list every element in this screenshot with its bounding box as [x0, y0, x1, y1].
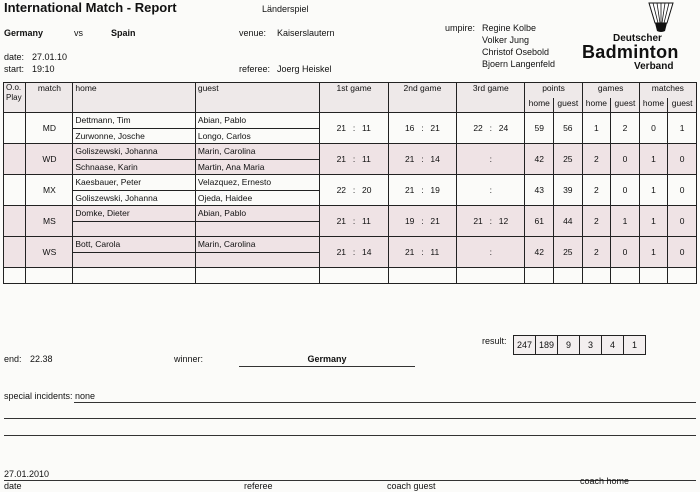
games-guest: 0	[611, 175, 640, 206]
match-type: WS	[26, 237, 73, 268]
matches-home: 0	[639, 113, 668, 144]
empty-cell	[73, 268, 195, 284]
empty-cell	[554, 268, 583, 284]
guest-player: Velazquez, Ernesto	[195, 175, 320, 191]
score-home: 21	[404, 185, 415, 195]
home-player: Kaesbauer, Peter	[73, 175, 195, 191]
game-score-g2	[388, 237, 456, 268]
game-score-g2	[388, 175, 456, 206]
home-player: Goliszewski, Johanna	[73, 190, 195, 206]
start-value: 19:10	[32, 64, 55, 74]
umpire-3: Christof Osebold	[482, 47, 550, 57]
header-match: match	[26, 83, 73, 113]
score-separator: :	[352, 216, 356, 226]
table-row	[4, 175, 697, 191]
game-score-g3	[457, 113, 525, 144]
end-value: 22.38	[30, 354, 53, 364]
header-matches-guest: guest	[668, 98, 697, 113]
games-guest: 2	[611, 113, 640, 144]
game-score-g3	[457, 144, 525, 175]
score-home: 21	[404, 154, 415, 164]
date-value: 27.01.10	[32, 52, 68, 62]
points-guest: 39	[554, 175, 583, 206]
guest-player: Abian, Pablo	[195, 206, 320, 222]
points-guest: 44	[554, 206, 583, 237]
umpire-2: Volker Jung	[482, 35, 530, 45]
points-home: 42	[525, 237, 554, 268]
empty-cell	[388, 268, 456, 284]
match-type: MD	[26, 113, 73, 144]
game-score-g3	[457, 175, 525, 206]
guest-player: Longo, Carlos	[195, 128, 320, 144]
result-games-home: 9	[558, 336, 580, 355]
game-score-g1	[320, 113, 388, 144]
match-type: WD	[26, 144, 73, 175]
matches-guest: 0	[668, 144, 697, 175]
score-guest: 24	[498, 123, 509, 133]
game-score-g1	[320, 206, 388, 237]
game-score-g2	[388, 206, 456, 237]
score-separator: :	[489, 216, 492, 226]
guest-player: Abian, Pablo	[195, 113, 320, 129]
points-guest: 25	[554, 237, 583, 268]
score-home: 16	[404, 123, 415, 133]
oo-play-cell	[4, 144, 26, 175]
incident-line-2	[4, 418, 696, 419]
game-score-g1	[320, 144, 388, 175]
game-score-g2	[388, 144, 456, 175]
score-home: 21	[336, 154, 347, 164]
score-separator: :	[352, 123, 356, 133]
score-guest: 11	[362, 154, 371, 164]
game-score-g3	[457, 206, 525, 237]
special-incidents-value: none	[75, 391, 96, 401]
empty-cell	[320, 268, 388, 284]
score-separator: :	[489, 154, 492, 164]
match-type: MX	[26, 175, 73, 206]
match-table	[3, 82, 697, 284]
home-player: Dettmann, Tim	[73, 113, 195, 129]
score-guest: 20	[362, 185, 372, 195]
points-guest: 56	[554, 113, 583, 144]
table-row	[4, 144, 697, 160]
games-home: 2	[582, 175, 611, 206]
games-home: 2	[582, 237, 611, 268]
empty-cell	[639, 268, 668, 284]
logo-line-3: Verband	[634, 61, 674, 72]
incident-line-1	[74, 402, 696, 403]
header-matches-home: home	[639, 98, 668, 113]
start-label: start:	[4, 64, 25, 74]
result-points-home: 247	[514, 336, 536, 355]
points-home: 59	[525, 113, 554, 144]
table-row	[4, 206, 697, 222]
score-separator: :	[489, 123, 492, 133]
vs-label: vs	[74, 28, 83, 38]
score-separator: :	[352, 247, 356, 257]
score-guest: 14	[362, 247, 372, 257]
score-guest: 11	[362, 123, 371, 133]
score-guest: 21	[430, 123, 440, 133]
game-score-g1	[320, 237, 388, 268]
score-home: 21	[336, 123, 347, 133]
result-label: result:	[482, 336, 507, 346]
games-home: 2	[582, 206, 611, 237]
score-separator: :	[489, 185, 492, 195]
sign-label-date: date	[4, 481, 22, 491]
score-home: 22	[336, 185, 347, 195]
guest-player: Marin, Carolina	[195, 144, 320, 160]
special-incidents-label: special incidents:	[4, 391, 73, 401]
signature-date: 27.01.2010	[4, 469, 50, 479]
match-type: MS	[26, 206, 73, 237]
home-player: Bott, Carola	[73, 237, 195, 253]
empty-cell	[457, 268, 525, 284]
games-guest: 0	[611, 144, 640, 175]
games-home: 2	[582, 144, 611, 175]
score-separator: :	[421, 247, 424, 257]
matches-guest: 0	[668, 206, 697, 237]
result-matches-home: 4	[602, 336, 624, 355]
table-row	[4, 113, 697, 129]
matches-guest: 0	[668, 175, 697, 206]
report-title: International Match - Report	[4, 0, 177, 15]
result-games-guest: 3	[580, 336, 602, 355]
score-separator: :	[421, 154, 424, 164]
matches-home: 1	[639, 237, 668, 268]
matches-guest: 1	[668, 113, 697, 144]
empty-cell	[611, 268, 640, 284]
score-separator: :	[421, 185, 424, 195]
score-home: 21	[473, 216, 483, 226]
header-games-home: home	[582, 98, 611, 113]
game-score-g3	[457, 237, 525, 268]
score-guest: 11	[362, 216, 371, 226]
score-separator: :	[489, 247, 492, 257]
header-game-2: 2nd game	[388, 83, 456, 113]
score-home: 19	[404, 216, 415, 226]
header-points: points	[525, 83, 582, 98]
winner-line	[239, 366, 415, 367]
sign-label-coach-guest: coach guest	[387, 481, 436, 491]
score-separator: :	[421, 216, 424, 226]
score-home: 21	[336, 216, 347, 226]
winner-value: Germany	[307, 354, 347, 364]
score-separator: :	[421, 123, 424, 133]
score-home: 22	[473, 123, 483, 133]
games-guest: 1	[611, 206, 640, 237]
sign-label-referee: referee	[244, 481, 273, 491]
points-guest: 25	[554, 144, 583, 175]
guest-team: Spain	[111, 28, 136, 38]
guest-player: Ojeda, Haidee	[195, 190, 320, 206]
score-home: 21	[404, 247, 415, 257]
guest-player: Marin, Carolina	[195, 237, 320, 253]
matches-guest: 0	[668, 237, 697, 268]
header-points-guest: guest	[554, 98, 583, 113]
score-separator: :	[352, 185, 356, 195]
oo-play-cell	[4, 175, 26, 206]
game-score-g2	[388, 113, 456, 144]
score-guest: 11	[430, 247, 440, 257]
end-label: end:	[4, 354, 22, 364]
header-points-home: home	[525, 98, 554, 113]
empty-cell	[582, 268, 611, 284]
header-game-1: 1st game	[320, 83, 388, 113]
matches-home: 1	[639, 175, 668, 206]
header-game-3: 3rd game	[457, 83, 525, 113]
games-guest: 0	[611, 237, 640, 268]
game-score-g1	[320, 175, 388, 206]
points-home: 42	[525, 144, 554, 175]
header-oo-play: O.o. Play	[4, 83, 26, 113]
home-player	[73, 221, 195, 237]
home-player: Zurwonne, Josche	[73, 128, 195, 144]
points-home: 61	[525, 206, 554, 237]
home-player: Goliszewski, Johanna	[73, 144, 195, 160]
umpire-1: Regine Kolbe	[482, 23, 537, 33]
table-row	[4, 237, 697, 253]
umpire-label: umpire:	[445, 23, 476, 33]
home-player: Domke, Dieter	[73, 206, 195, 222]
referee-value: Joerg Heiskel	[277, 64, 332, 74]
venue-label: venue:	[239, 28, 267, 38]
empty-cell	[195, 268, 320, 284]
oo-play-cell	[4, 113, 26, 144]
header-guest: guest	[195, 83, 320, 113]
empty-cell	[525, 268, 554, 284]
header-home: home	[73, 83, 195, 113]
sign-label-coach-home: coach home	[580, 476, 630, 486]
score-home: 21	[336, 247, 347, 257]
oo-play-cell	[4, 206, 26, 237]
date-label: date:	[4, 52, 25, 62]
guest-player: Martin, Ana Maria	[195, 159, 320, 175]
table-row-empty	[4, 268, 697, 284]
venue-value: Kaiserslautern	[277, 28, 335, 38]
score-separator: :	[352, 154, 356, 164]
result-points-guest: 189	[536, 336, 558, 355]
logo-line-2: Badminton	[582, 42, 679, 62]
score-guest: 14	[430, 154, 440, 164]
score-guest: 12	[498, 216, 509, 226]
header-games: games	[582, 83, 639, 98]
umpire-4: Bjoern Langenfeld	[482, 59, 556, 69]
header-games-guest: guest	[611, 98, 640, 113]
guest-player	[195, 252, 320, 268]
logo-line-1: Deutscher	[613, 33, 662, 44]
games-home: 1	[582, 113, 611, 144]
report-subtitle: Länderspiel	[262, 4, 309, 14]
home-player	[73, 252, 195, 268]
home-player: Schnaase, Karin	[73, 159, 195, 175]
incident-line-3	[4, 435, 696, 436]
header-matches: matches	[639, 83, 696, 98]
guest-player	[195, 221, 320, 237]
referee-label: referee:	[239, 64, 271, 74]
matches-home: 1	[639, 206, 668, 237]
score-guest: 19	[430, 185, 440, 195]
winner-label: winner:	[174, 354, 204, 364]
oo-play-cell	[4, 237, 26, 268]
empty-cell	[668, 268, 697, 284]
points-home: 43	[525, 175, 554, 206]
score-guest: 21	[430, 216, 440, 226]
result-matches-guest: 1	[624, 336, 646, 355]
matches-home: 1	[639, 144, 668, 175]
shuttlecock-icon	[646, 1, 676, 33]
result-totals	[513, 335, 646, 355]
home-team: Germany	[4, 28, 44, 38]
empty-cell	[4, 268, 26, 284]
empty-cell	[26, 268, 73, 284]
